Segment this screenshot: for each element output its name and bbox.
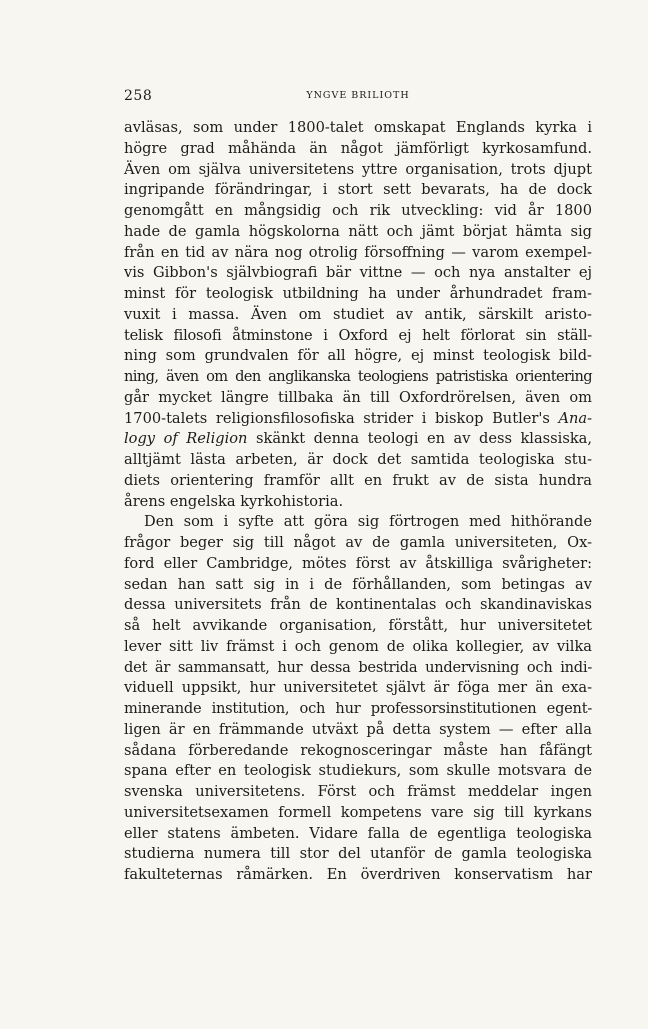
text-line: lever sitt liv främst i och genom de olika kollegier, av vilka <box>124 637 592 655</box>
text-line: universitetsexamen formell kompetens vare sig till kyrkans <box>124 803 592 821</box>
page-number: 258 <box>124 88 153 104</box>
text-line: fakulteternas råmärken. En överdriven konservatism har <box>124 866 592 883</box>
text-line: avläsas, som under 1800-talet omskapat Englands kyrka i <box>124 119 592 136</box>
text-line: ford eller Cambridge, mötes först av åtskilliga svårigheter: <box>124 554 592 572</box>
text-line: årens engelska kyrkohistoria. <box>124 492 344 510</box>
text-line: går mycket längre tillbaka än till Oxfordrörelsen, även om <box>124 388 592 406</box>
text-line: sådana förberedande rekognosceringar måste han fåfängt <box>124 741 592 759</box>
italic-title-part: Religion <box>186 430 248 448</box>
text-line-with-italic <box>124 409 592 430</box>
text-line: frågor beger sig till något av de gamla universiteten, Ox- <box>124 534 592 551</box>
text-line: ning, även om den anglikanska teologiens patristiska orientering <box>124 368 592 385</box>
text-line: telisk filosofi åtminstone i Oxford ej helt förlorat sin ställ- <box>124 326 592 344</box>
text-line: högre grad måhända än något jämförligt kyrkosamfund. <box>124 139 592 157</box>
text-line: från en tid av nära nog otrolig försoffning — varom exempel- <box>124 243 592 261</box>
body-text <box>124 118 592 886</box>
text-line: alltjämt lästa arbeten, är dock det samtida teologiska stu- <box>124 451 592 468</box>
text-line: sedan han satt sig in i de förhållanden, som betingas av <box>124 575 592 593</box>
italic-title-part: Ana- <box>558 409 593 427</box>
text-line: diets orientering framför allt en frukt av de sista hundra <box>124 471 592 489</box>
text-line: så helt avvikande organisation, förstått, hur universitetet <box>124 617 592 634</box>
text-line: minst för teologisk utbildning ha under århundradet fram- <box>124 285 592 302</box>
text-line: minerande institution, och hur professorsinstitutionen egent- <box>124 700 592 717</box>
text-line: eller statens ämbeten. Vidare falla de egentliga teologiska <box>124 824 592 842</box>
text-line: svenska universitetens. Först och främst meddelar ingen <box>124 783 592 800</box>
text-line-part: skänkt denna teologi en av dess klassiska, <box>255 430 592 448</box>
text-line: viduell uppsikt, hur universitetet självt är föga mer än exa- <box>124 679 592 697</box>
text-line: Den som i syfte att göra sig förtrogen med hithörande <box>144 513 592 531</box>
running-head: YNGVE BRILIOTH <box>306 90 410 101</box>
text-line: vis Gibbon's självbiografi bär vittne — och nya anstalter ej <box>124 264 592 282</box>
page-header <box>124 88 592 110</box>
text-line: studierna numera till stor del utanför de gamla teologiska <box>124 845 592 863</box>
text-line: dessa universitets från de kontinentalas och skandinaviskas <box>124 596 592 614</box>
text-line: ning som grundvalen för all högre, ej minst teologisk bild- <box>124 347 592 365</box>
text-line: det är sammansatt, hur dessa bestrida undervisning och indi- <box>124 658 592 676</box>
italic-title-part: logy of <box>124 430 178 448</box>
text-line: genomgått en mångsidig och rik utveckling: vid år 1800 <box>124 202 592 219</box>
text-line: hade de gamla högskolorna nätt och jämt börjat hämta sig <box>124 222 592 240</box>
text-line: ingripande förändringar, i stort sett bevarats, ha de dock <box>124 181 592 199</box>
text-line-with-italic <box>124 429 592 450</box>
text-line-part: 1700-talets religionsfilosofiska strider i biskop Butler's <box>124 409 550 427</box>
text-line: ligen är en främmande utväxt på detta system — efter alla <box>124 720 592 738</box>
text-line: vuxit i massa. Även om studiet av antik, särskilt aristo- <box>124 305 592 323</box>
text-line: Även om själva universitetens yttre organisation, trots djupt <box>124 160 592 178</box>
text-line: spana efter en teologisk studiekurs, som skulle motsvara de <box>124 762 592 780</box>
